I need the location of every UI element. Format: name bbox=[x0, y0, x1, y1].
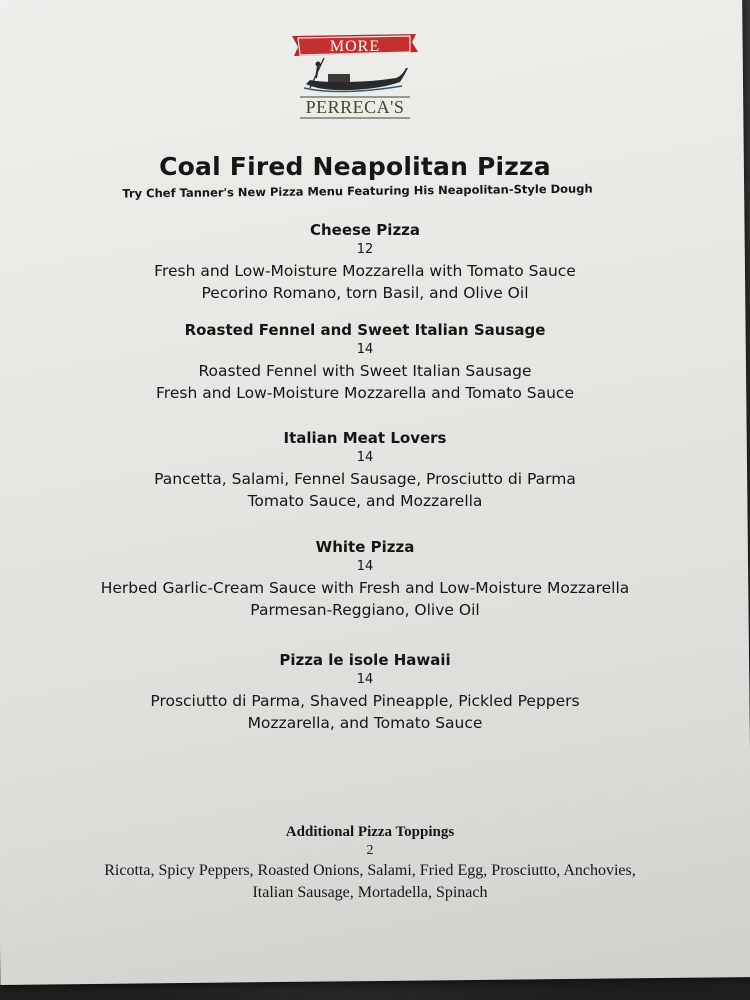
menu-subtitle: Try Chef Tanner's New Pizza Menu Featuring His Neapolitan-Style Dough bbox=[122, 181, 593, 201]
menu-item bbox=[0, 650, 730, 734]
item-description: Tomato Sauce, and Mozzarella bbox=[247, 492, 483, 510]
item-price: 12 bbox=[356, 242, 374, 257]
item-price: 14 bbox=[356, 342, 374, 357]
item-price: 14 bbox=[356, 672, 374, 687]
logo-name: PERRECA'S bbox=[305, 97, 405, 117]
item-description: Mozzarella, and Tomato Sauce bbox=[247, 714, 483, 732]
toppings-description: Ricotta, Spicy Peppers, Roasted Onions, Salami, Fried Egg, Prosciutto, Anchovies, bbox=[104, 862, 636, 879]
item-name: White Pizza bbox=[315, 538, 415, 556]
item-description: Fresh and Low-Moisture Mozzarella with Tomato Sauce bbox=[154, 262, 576, 280]
item-name: Cheese Pizza bbox=[309, 221, 421, 239]
logo-name-block bbox=[300, 97, 410, 118]
logo-banner bbox=[292, 34, 418, 56]
item-name: Pizza le isole Hawaii bbox=[279, 651, 451, 669]
toppings-description: Italian Sausage, Mortadella, Spinach bbox=[252, 884, 488, 901]
menu-item bbox=[0, 537, 730, 621]
gondola-icon bbox=[304, 58, 408, 92]
logo-graphic bbox=[280, 28, 430, 128]
item-price: 14 bbox=[356, 450, 374, 465]
item-description: Pecorino Romano, torn Basil, and Olive Oil bbox=[201, 284, 529, 302]
toppings-price: 2 bbox=[366, 843, 374, 858]
logo-banner-text: MORE bbox=[329, 38, 381, 55]
additional-toppings bbox=[0, 822, 740, 904]
item-name: Italian Meat Lovers bbox=[283, 429, 447, 447]
item-description: Pancetta, Salami, Fennel Sausage, Prosciutto di Parma bbox=[154, 470, 576, 488]
item-name: Roasted Fennel and Sweet Italian Sausage bbox=[184, 321, 546, 339]
restaurant-logo bbox=[280, 28, 430, 128]
menu-item bbox=[0, 428, 730, 512]
item-description: Fresh and Low-Moisture Mozzarella and Tomato Sauce bbox=[156, 384, 574, 402]
item-description: Roasted Fennel with Sweet Italian Sausage bbox=[198, 362, 532, 380]
item-description: Herbed Garlic-Cream Sauce with Fresh and Low-Moisture Mozzarella bbox=[100, 579, 630, 597]
menu-item bbox=[0, 320, 730, 404]
menu-title: Coal Fired Neapolitan Pizza bbox=[159, 152, 551, 181]
menu-item bbox=[0, 220, 730, 304]
item-description: Parmesan-Reggiano, Olive Oil bbox=[250, 601, 480, 619]
item-description: Prosciutto di Parma, Shaved Pineapple, Pickled Peppers bbox=[150, 692, 580, 710]
item-price: 14 bbox=[356, 559, 374, 574]
toppings-name: Additional Pizza Toppings bbox=[285, 824, 455, 840]
